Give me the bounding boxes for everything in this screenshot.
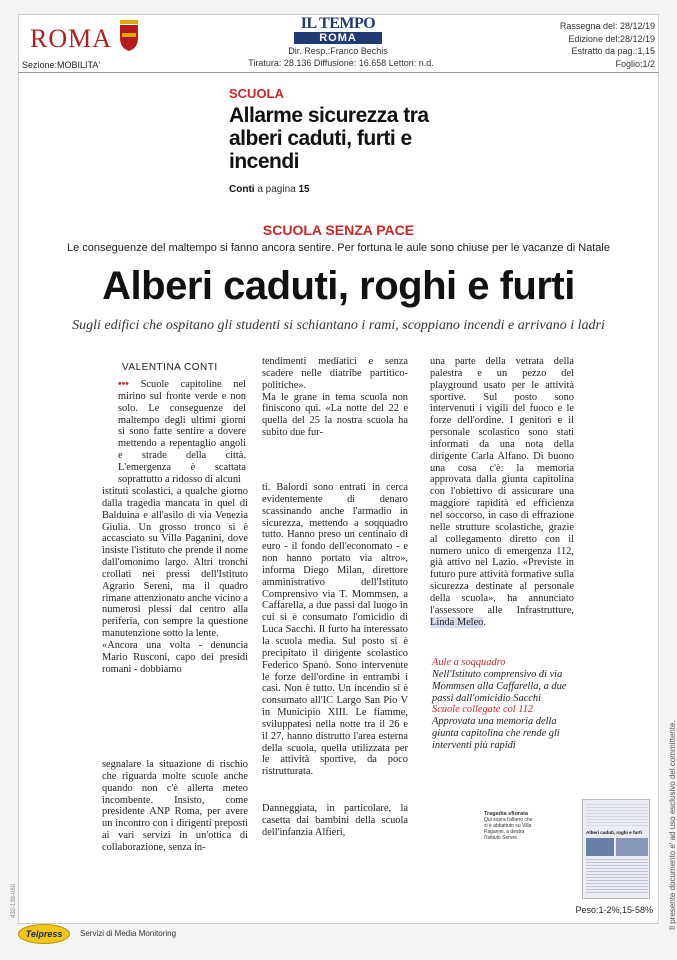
thumbnail-text-block xyxy=(586,859,648,895)
teaser-kicker: SCUOLA xyxy=(229,86,284,101)
telpress-logo: Telpress xyxy=(18,924,70,944)
body-column-2b xyxy=(262,482,408,778)
body-column-1a xyxy=(118,379,246,486)
body-column-2a xyxy=(262,356,408,439)
highlighted-name: Linda Meleo xyxy=(430,616,484,628)
masthead-title: IL TEMPO xyxy=(300,15,376,32)
photo-caption xyxy=(484,811,536,841)
photo-caption-text: Qui sopra l'albero che si è abbattuto su Villa Paganini, a destra l'Istituto Sereni xyxy=(484,817,533,841)
body-text: ti. Balordi sono entrati in cerca evidentemente di denaro scassinando anche l'armadio in sicurezza, mettendo a soqquadro tutto. Hanno preso un centinaio di euro - il fondo dell'economato - e non hanno portato via altro», informa Diego Milan, direttore amministrativo dell'Istituto Comprensivo via T. Mommsen, a Caffarella, a due passi dal luogo in cui si è consumato l'omicidio di Luca Sacchi. Il furto ha interessato la scuola media. Sul posto si è precipitato il dirigente scolastico Federico Spanò. Sono intervenute le forze dell'ordine in entrambi i casi. Non è tutto. Un incendio si è consumato all'IC Largo San Pio V in Municipio XIII. Le fiamme, sviluppatesi nella notte tra il 26 e il 27, hanno distrutto l'area esterna della scuola, quella utilizzata per le attività sportive, da poco ristrutturata. xyxy=(262,482,408,778)
teaser-ref-text: a pagina xyxy=(254,184,299,195)
director-line: Dir. Resp.:Franco Bechis xyxy=(288,46,388,56)
footer-service-label: Servizi di Media Monitoring xyxy=(80,929,177,938)
body-text-end: . xyxy=(483,616,486,628)
thumbnail-text-block xyxy=(586,804,648,826)
body-column-3 xyxy=(430,356,574,628)
estratto-pages: Estratto da pag.:1,15 xyxy=(571,46,655,56)
body-column-1c xyxy=(102,759,248,854)
body-quote: «Ancora una volta - denuncia Mario Rusconi, capo dei presidi romani - dobbiamo xyxy=(102,639,248,675)
roma-logo: ROMA xyxy=(30,24,113,53)
side-caption xyxy=(432,657,582,752)
roma-crest-icon xyxy=(116,18,142,52)
body-text: Danneggiata, in particolare, la casetta dai bambini della scuola dell'infanzia Alfieri, xyxy=(262,803,408,838)
teaser-page-ref xyxy=(229,184,310,195)
teaser-page-number: 15 xyxy=(298,184,310,195)
bullet-marker: ••• xyxy=(118,379,129,390)
caption-text-1: Nell'Istituto comprensivo di via Mommsen alla Caffarella, a due passi dall'omicidio Sacchi xyxy=(432,668,567,704)
body-column-1b xyxy=(102,486,248,676)
photo-caption-title: Tragedia sfiorata xyxy=(484,811,529,817)
byline: VALENTINA CONTI xyxy=(122,362,218,373)
peso-label: Peso:1-2%,15-58% xyxy=(575,905,653,915)
caption-title-1: Aule a soqquadro xyxy=(432,657,506,668)
body-text: una parte della vetrata della palestra e un pezzo del playground usato per le attività sportive. Sul posto sono intervenuti i vigili del fuoco e le forze dell'ordine. I genitori e il personale scolastico sono stati informati da una nota della dirigente Carla Alfano. Di buono una cosa c'è: la memoria approvata dalla giunta capitolina con l'obiettivo di assicurare una maggiore rapidità ed efficienza nel soccorso, in caso di effrazione nelle strutture scolastiche, grazie al collegamento diretto con il numero unico di emergenza 112, già attivo nel Lazio. «Previste in futuro pure attività formative sulla sicurezza destinate al personale della scuola», ha annunciato l'assessore alle Infrastrutture, xyxy=(430,356,574,616)
document-code: 432-139-080 xyxy=(11,883,17,918)
article-deck: Sugli edifici che ospitano gli studenti si schiantano i rami, scoppiano incendi e arrivano i ladri xyxy=(72,318,605,333)
thumbnail-headline: Alberi caduti, roghi e furti xyxy=(586,830,642,835)
edizione-date: Edizione del:28/12/19 xyxy=(568,33,655,44)
article-subhead: Le conseguenze del maltempo si fanno ancora sentire. Per fortuna le aule sono chiuse per le vacanze di Natale xyxy=(66,242,610,254)
page-thumbnail xyxy=(582,799,650,899)
thumbnail-photo xyxy=(616,838,648,856)
teaser-title: Allarme sicurezza tra alberi caduti, furti e incendi xyxy=(229,104,429,173)
caption-title-2: Scuole collegate col 112 xyxy=(432,704,534,716)
sezione-label: Sezione:MOBILITA' xyxy=(22,60,101,70)
body-text: segnalare la situazione di rischio che riguarda molte scuole anche quando non c'è allerta meteo incombente. Insisto, come presidente ANP Roma, per avere un incontro con i dirigenti preposti ai vari servizi in un'ottica di collaborazione, senza in- xyxy=(102,759,248,853)
section-kicker: SCUOLA SENZA PACE xyxy=(262,222,415,238)
header-divider xyxy=(18,72,659,73)
thumbnail-photo xyxy=(586,838,614,856)
body-column-2c xyxy=(262,803,408,839)
usage-note: Il presente documento e' ad uso esclusivo del committente. xyxy=(668,720,677,930)
article-headline: Alberi caduti, roghi e furti xyxy=(102,264,575,308)
circulation-line: Tiratura: 28.136 Diffusione: 16.658 Lettori: n.d. xyxy=(248,58,434,68)
foglio-count: Foglio:1/2 xyxy=(615,58,655,69)
body-text: Scuole capitoline nel mirino sul fronte verde e non solo. Le conseguenze del maltempo degli ultimi giorni si sono fatte sentire a dovere mettendo a repentaglio angoli e strade della città. L'emergenza è scattata soprattutto a ridosso di alcuni xyxy=(118,379,246,485)
rassegna-date: Rassegna del: 28/12/19 xyxy=(559,21,655,31)
teaser-author: Conti xyxy=(229,184,255,195)
body-text: istituti scolastici, a qualche giorno dalla tragedia mancata in quel di Balduina e all'asilo di via Venezia Giulia. Un grosso tronco si è accasciato su Villa Paganini, dove insiste l'istituto che prende il nome dall'omonimo largo. Altri tronchi crollati nei pressi dell'Istituto Agrario Sereni, ma il quadro rimane attenzionato anche vicino a numerosi plessi dal centro alla periferia, con sempre la questione manutenzione sotto la lente. xyxy=(102,486,248,640)
caption-text-2: Approvata una memoria della giunta capitolina che rende gli interventi più rapidi xyxy=(432,716,560,751)
masthead-edition: ROMA xyxy=(294,32,382,44)
body-text: Ma le grane in tema scuola non finiscono qui. «La notte del 22 e quella del 25 la nostra scuola ha subito due fur- xyxy=(262,391,408,439)
body-text: tendimenti mediatici e senza scadere nelle diatribe partitico-politiche». xyxy=(262,356,408,391)
masthead xyxy=(294,16,382,44)
clipping-meta xyxy=(560,20,655,70)
